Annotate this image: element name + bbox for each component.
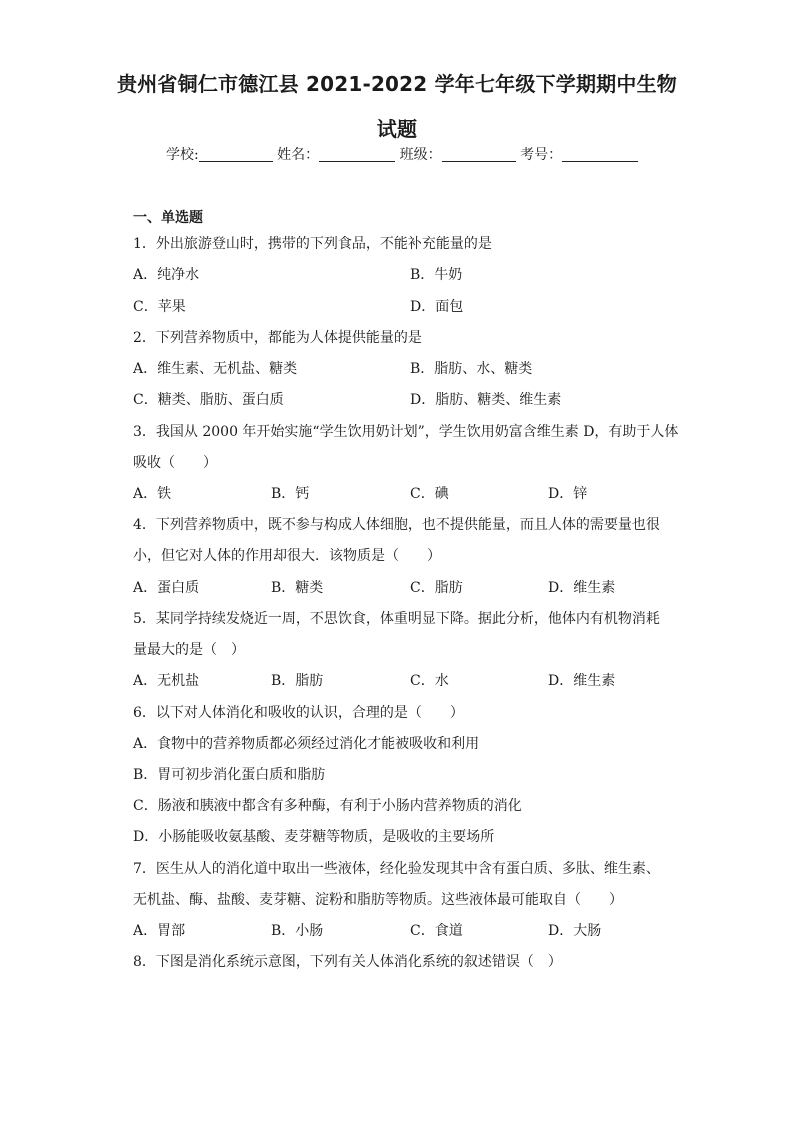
question-6-option-b[interactable]: B．胃可初步消化蛋白质和脂肪: [133, 767, 326, 783]
question-2-option-d[interactable]: D．脂肪、糖类、维生素: [410, 392, 562, 408]
class-label: 班级：: [399, 147, 442, 163]
question-2-option-a[interactable]: A．维生素、无机盐、糖类: [133, 361, 298, 377]
question-5-stem-line-1: 5．某同学持续发烧近一周，不思饮食，体重明显下降。据此分析，他体内有机物消耗: [133, 611, 660, 627]
student-info-row: [166, 144, 638, 164]
page-title-line-1: 贵州省铜仁市德江县 2021-2022 学年七年级下学期期中生物: [117, 72, 677, 96]
question-5-option-c[interactable]: C．水: [410, 673, 449, 689]
question-4-stem-line-2: 小，但它对人体的作用却很大．该物质是（ ）: [133, 548, 441, 564]
question-2-option-b[interactable]: B．脂肪、水、糖类: [410, 361, 533, 377]
question-5-option-b[interactable]: B．脂肪: [271, 673, 324, 689]
question-3-option-d[interactable]: D．锌: [548, 486, 588, 502]
question-5-option-a[interactable]: A．无机盐: [133, 673, 200, 689]
question-4-option-c[interactable]: C．脂肪: [410, 580, 463, 596]
question-4-stem-line-1: 4．下列营养物质中，既不参与构成人体细胞，也不提供能量，而且人体的需要量也很: [133, 517, 660, 533]
question-8-stem: 8．下图是消化系统示意图，下列有关人体消化系统的叙述错误（ ）: [133, 954, 562, 970]
question-2-stem: 2．下列营养物质中，都能为人体提供能量的是: [133, 330, 422, 346]
question-1-option-c[interactable]: C．苹果: [133, 299, 186, 315]
name-label: 姓名：: [277, 147, 320, 163]
question-7-option-d[interactable]: D．大肠: [548, 923, 602, 939]
question-6-stem: 6．以下对人体消化和吸收的认识，合理的是（ ）: [133, 705, 464, 721]
question-7-option-a[interactable]: A．胃部: [133, 923, 186, 939]
question-5-stem-line-2: 量最大的是（ ）: [133, 642, 245, 658]
question-2-option-c[interactable]: C．糖类、脂肪、蛋白质: [133, 392, 284, 408]
school-label: 学校:: [166, 147, 199, 163]
question-3-option-c[interactable]: C．碘: [410, 486, 449, 502]
question-7-stem-line-1: 7．医生从人的消化道中取出一些液体，经化验发现其中含有蛋白质、多肽、维生素、: [133, 861, 660, 877]
question-3-option-a[interactable]: A．铁: [133, 486, 172, 502]
question-1-option-d[interactable]: D．面包: [410, 299, 464, 315]
question-6-option-d[interactable]: D．小肠能吸收氨基酸、麦芽糖等物质，是吸收的主要场所: [133, 829, 495, 845]
question-4-option-b[interactable]: B．糖类: [271, 580, 324, 596]
question-1-option-a[interactable]: A．纯净水: [133, 267, 200, 283]
class-blank[interactable]: [442, 147, 516, 162]
question-4-option-d[interactable]: D．维生素: [548, 580, 616, 596]
question-1-option-b[interactable]: B．牛奶: [410, 267, 463, 283]
page-title-line-2: 试题: [376, 117, 418, 141]
question-7-option-c[interactable]: C．食道: [410, 923, 463, 939]
question-7-option-b[interactable]: B．小肠: [271, 923, 324, 939]
question-5-option-d[interactable]: D．维生素: [548, 673, 616, 689]
question-6-option-c[interactable]: C．肠液和胰液中都含有多种酶，有利于小肠内营养物质的消化: [133, 798, 522, 814]
exam-no-label: 考号：: [520, 147, 563, 163]
school-blank[interactable]: [199, 147, 273, 162]
question-6-option-a[interactable]: A．食物中的营养物质都必须经过消化才能被吸收和利用: [133, 736, 480, 752]
question-1-stem: 1．外出旅游登山时，携带的下列食品，不能补充能量的是: [133, 236, 492, 252]
section-title: 一、单选题: [133, 210, 203, 226]
question-3-option-b[interactable]: B．钙: [271, 486, 310, 502]
question-4-option-a[interactable]: A．蛋白质: [133, 580, 200, 596]
question-3-stem-line-2: 吸收（ ）: [133, 455, 217, 471]
question-7-stem-line-2: 无机盐、酶、盐酸、麦芽糖、淀粉和脂肪等物质。这些液体最可能取自（ ）: [133, 892, 623, 908]
question-3-stem-line-1: 3．我国从 2000 年开始实施“学生饮用奶计划”，学生饮用奶富含维生素 D，有助于人体: [133, 424, 679, 440]
name-blank[interactable]: [319, 147, 395, 162]
exam-no-blank[interactable]: [562, 147, 638, 162]
